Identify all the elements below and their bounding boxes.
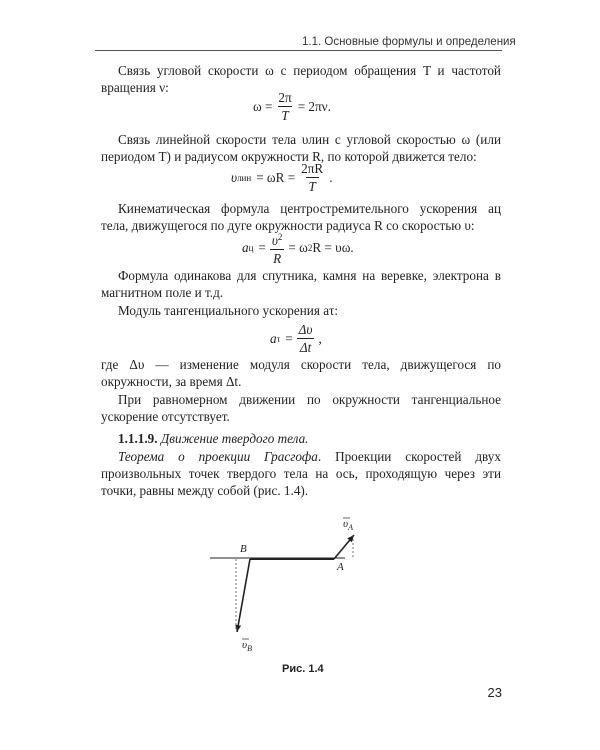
point-b-label: B [240,543,247,555]
p7: При равномерном движении по окружности тангенциальное ускорение отсутствует. [101,392,501,424]
f2-num: 2πR [301,161,324,176]
f4-end: , [318,330,322,346]
f2-mid: = ωR = [256,169,296,185]
velocity-a-subscript: A [348,523,353,532]
section-title: Движение твердого тела. [160,431,309,446]
p6: где Δυ — изменение модуля скорости тела, движущегося по окружности, за время Δt. [101,357,501,389]
velocity-b-vector [237,559,250,632]
f3-num-base: υ [271,233,278,248]
running-header: 1.1. Основные формулы и определения [302,36,516,48]
f4-num: Δυ [298,322,313,337]
p4: Формула одинакова для спутника, камня на веревке, электрона в магнитном поле и т.д. [101,268,501,300]
f3-rhs-sup: 2 [307,243,313,253]
f1-rhs: = 2πν. [297,98,331,114]
page-number: 23 [487,685,502,700]
f3-num-sup: 2 [277,232,283,242]
f2-v: υ [231,169,238,185]
f3-rhs-pre: = ω [288,240,308,255]
f1-lhs: ω = [253,98,273,114]
point-a-label: A [337,561,344,573]
f3-sub: ц [248,243,254,253]
f3-eq: = [258,240,266,255]
velocity-a-symbol: υ [343,518,349,530]
velocity-a-label [343,518,353,532]
velocity-b-label [242,639,252,653]
p1: Связь угловой скорости ω с периодом обращения T и частотой вращения ν: [101,63,501,95]
p3: Кинематическая формула центростремительного ускорения aц тела, движущегося по дуге окружности радиуса R со скоростью υ: [101,201,501,233]
p5: Модуль тангенциального ускорения aτ: [118,303,339,318]
velocity-b-symbol: υ [242,639,248,651]
f3-rhs-post: R = υω. [312,240,354,255]
f2-den: T [306,177,319,194]
f1-den: T [278,106,291,123]
f4-a: a [270,330,277,346]
f4-eq: = [285,330,293,346]
f2-sub: лин [237,172,252,183]
section-number: 1.1.1.9. [118,431,158,446]
velocity-a-vector [334,535,354,559]
f4-den: Δt [297,338,314,355]
f2-end: . [329,169,333,185]
f1-num: 2π [278,90,292,105]
f4-sub: τ [276,333,281,344]
velocity-b-subscript: B [247,644,252,653]
theorem-name: Теорема о проекции Грасгофа [118,449,318,464]
p8: . Проекции скоростей двух произвольных точек твердого тела на ось, проходящую через эти точки, равны между собой (рис. 1.4). [101,449,501,498]
p2: Связь линейной скорости тела υлин с угловой скоростью ω (или периодом T) и радиусом окружности R, по которой движется тело: [101,132,501,164]
f3-a: a [242,240,249,255]
figure-caption: Рис. 1.4 [282,663,324,675]
f3-den: R [270,249,284,266]
